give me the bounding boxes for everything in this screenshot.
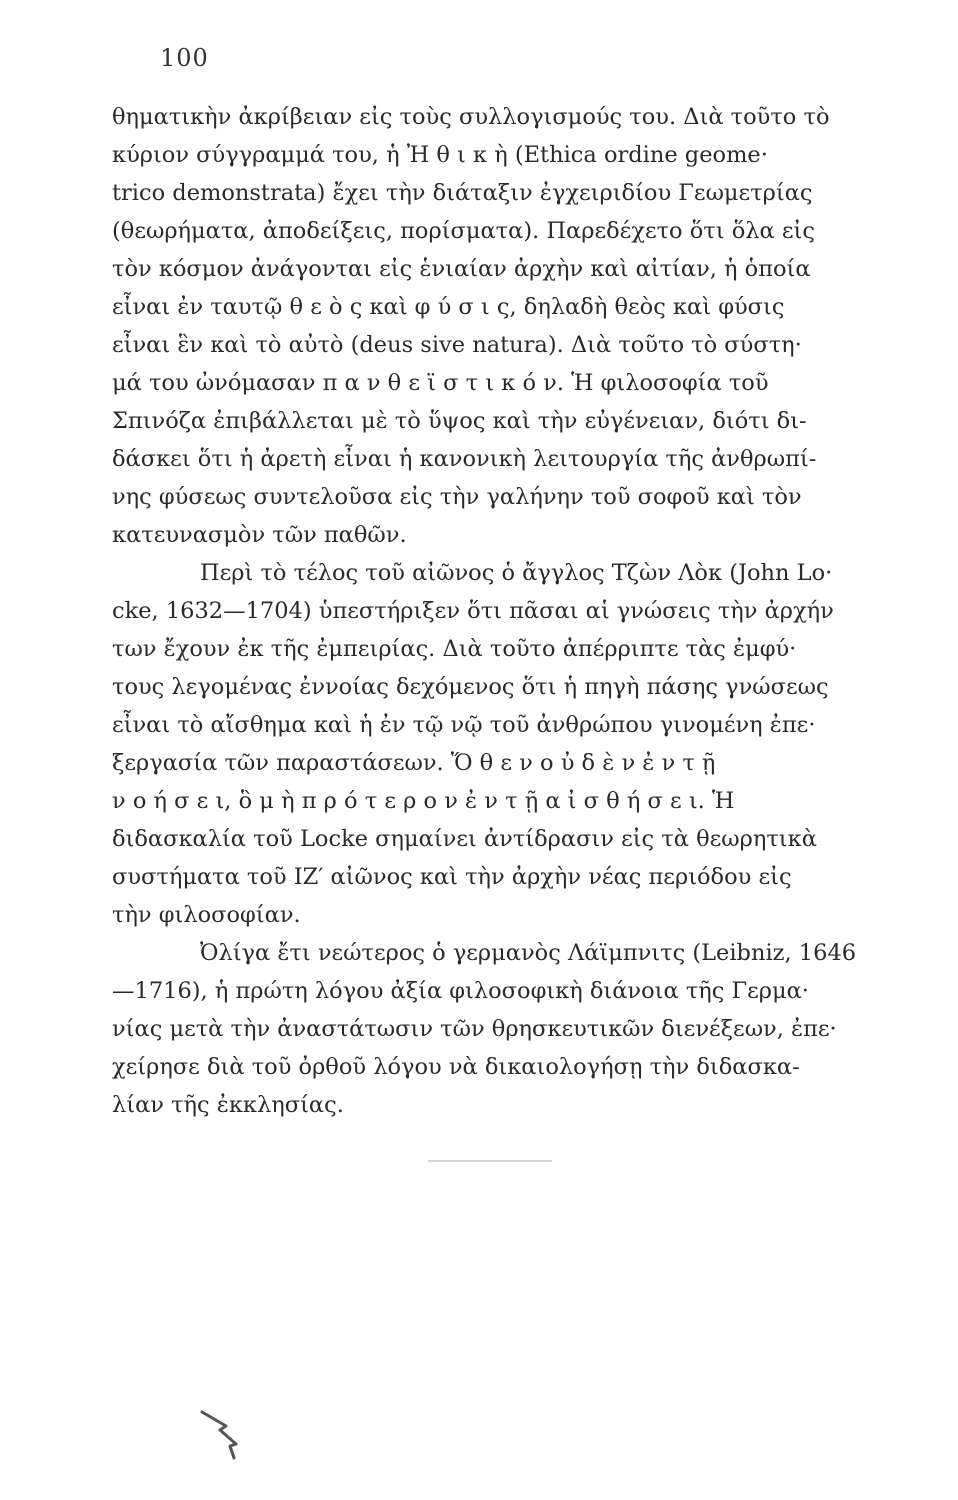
text-line: εἶναι ἓν καὶ τὸ αὐτὸ (deus sive natura). Διὰ τοῦτο τὸ σύστη· [112, 332, 802, 358]
text-line: cke, 1632—1704) ὑπεστήριξεν ὅτι πᾶσαι αἱ γνώσεις τὴν ἀρχήν [112, 598, 834, 624]
text-line: χείρησε διὰ τοῦ ὀρθοῦ λόγου νὰ δικαιολογήσῃ τὴν διδασκα- [112, 1054, 800, 1080]
paragraph-start-line: Ὀλίγα ἔτι νεώτερος ὁ γερμανὸς Λάϊμπνιτς (Leibniz, 1646 [200, 940, 857, 966]
text-line: διδασκαλία τοῦ Locke σημαίνει ἀντίδρασιν εἰς τὰ θεωρητικὰ [112, 826, 817, 852]
body-text [112, 98, 880, 1124]
text-line: εἶναι ἐν ταυτῷ θ ε ὸ ς καὶ φ ύ σ ι ς, δηλαδὴ θεὸς καὶ φύσις [112, 294, 785, 320]
text-line: τὴν φιλοσοφίαν. [112, 902, 301, 928]
text-line: trico demonstrata) ἔχει τὴν διάταξιν ἐγχειριδίου Γεωμετρίας [112, 180, 813, 206]
text-line: —1716), ἡ πρώτη λόγου ἀξία φιλοσοφικὴ διάνοια τῆς Γερμα· [112, 978, 809, 1004]
ink-mark-icon [196, 1404, 256, 1464]
text-line: τὸν κόσμον ἀνάγονται εἰς ἑνιαίαν ἀρχὴν καὶ αἰτίαν, ἡ ὁποία [112, 256, 811, 282]
faint-rule [428, 1160, 552, 1162]
paragraph-start-line: Περὶ τὸ τέλος τοῦ αἰῶνος ὁ ἄγγλος Τζὼν Λὸκ (John Lo· [200, 560, 833, 586]
text-line: κύριον σύγγραμμά του, ἡ Ἠ θ ι κ ὴ (Ethica ordine geome· [112, 142, 768, 168]
text-line: μά του ὠνόμασαν π α ν θ ε ϊ σ τ ι κ ό ν. Ἡ φιλοσοφία τοῦ [112, 370, 769, 396]
text-line: τους λεγομένας ἐννοίας δεχόμενος ὅτι ἡ πηγὴ πάσης γνώσεως [112, 674, 829, 700]
text-line: ξεργασία τῶν παραστάσεων. Ὅ θ ε ν ο ὐ δ ὲ ν ἐ ν τ ῇ [112, 750, 716, 776]
text-line: κατευνασμὸν τῶν παθῶν. [112, 522, 407, 548]
page-number: 100 [160, 44, 209, 72]
text-line: θηματικὴν ἀκρίβειαν εἰς τοὺς συλλογισμούς του. Διὰ τοῦτο τὸ [112, 104, 830, 130]
text-line: ν ο ή σ ε ι, ὃ μ ὴ π ρ ό τ ε ρ ο ν ἐ ν τ ῇ α ἰ σ θ ή σ ε ι. Ἡ [112, 788, 735, 814]
text-line: των ἔχουν ἐκ τῆς ἐμπειρίας. Διὰ τοῦτο ἀπέρριπτε τὰς ἐμφύ· [112, 636, 797, 662]
text-line: νης φύσεως συντελοῦσα εἰς τὴν γαλήνην τοῦ σοφοῦ καὶ τὸν [112, 484, 802, 510]
text-line: Σπινόζα ἐπιβάλλεται μὲ τὸ ὕψος καὶ τὴν εὐγένειαν, διότι δι- [112, 408, 807, 434]
text-line: δάσκει ὅτι ἡ ἀρετὴ εἶναι ἡ κανονικὴ λειτουργία τῆς ἀνθρωπί- [112, 446, 817, 472]
text-line: λίαν τῆς ἐκκλησίας. [112, 1092, 344, 1118]
text-line: (θεωρήματα, ἀποδείξεις, πορίσματα). Παρεδέχετο ὅτι ὅλα εἰς [112, 218, 815, 244]
text-line: εἶναι τὸ αἴσθημα καὶ ἡ ἐν τῷ νῷ τοῦ ἀνθρώπου γινομένη ἐπε· [112, 712, 816, 738]
text-line: νίας μετὰ τὴν ἀναστάτωσιν τῶν θρησκευτικῶν διενέξεων, ἐπε· [112, 1016, 837, 1042]
text-line: συστήματα τοῦ ΙΖ′ αἰῶνος καὶ τὴν ἀρχὴν νέας περιόδου εἰς [112, 864, 792, 890]
